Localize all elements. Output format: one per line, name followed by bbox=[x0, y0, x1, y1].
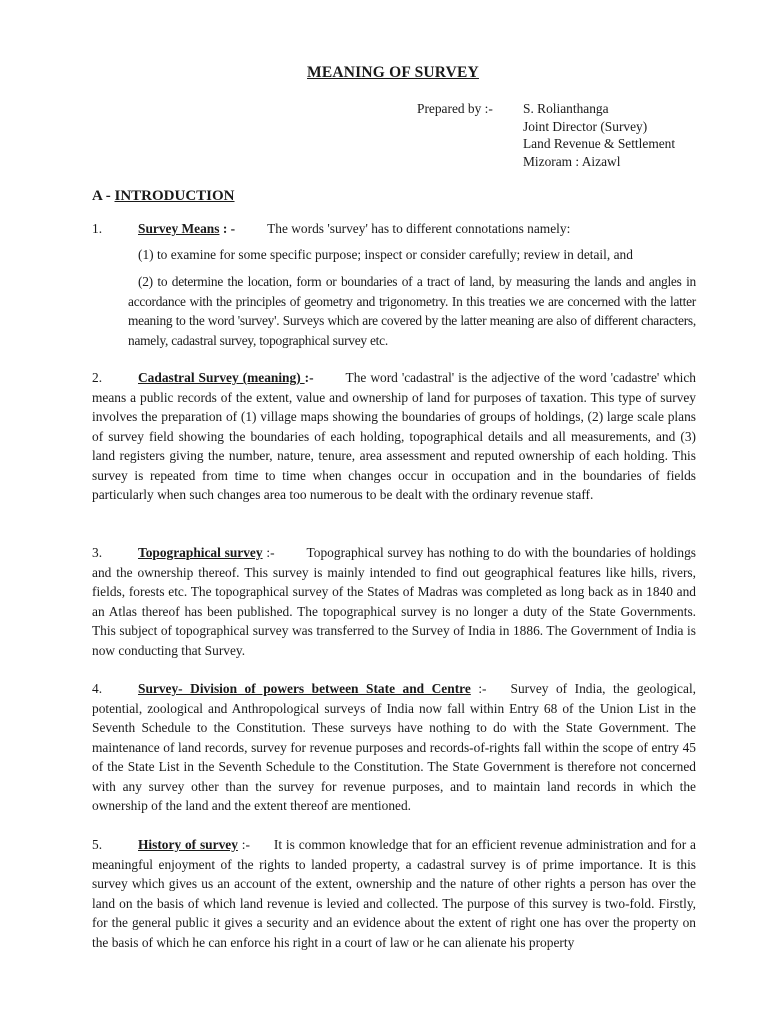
paragraph-number: 1. bbox=[92, 221, 103, 236]
paragraph-number: 3. bbox=[92, 545, 103, 560]
paragraph-text: Topographical survey has nothing to do with the boundaries of holdings and the ownership thereof. This survey is mainly intended to find out geographical features like hills, rivers, fields, forests etc. The topographical survey of the States of Madras was completed as long back as in 1840 and an Atlas thereof has been published. The topographical survey is no longer a duty of the State Governments. This subject of topographical survey was transferred to the Survey of India in 1886. The Government of India is now conducting that Survey. bbox=[92, 545, 696, 658]
paragraph-heading: Survey- Division of powers between State and Centre bbox=[138, 681, 471, 696]
document-title: MEANING OF SURVEY bbox=[307, 64, 479, 81]
paragraph-text: It is common knowledge that for an efficient revenue administration and for a meaningful enjoyment of the rights to landed property, a cadastral survey is of prime importance. It is this survey which gives us an account of the extent, ownership and the nature of other rights a person has over the land on the basis of which land revenue is levied and collected. The purpose of this survey is two-fold. Firstly, for the general public it gives a security and an evidence about the extent of right one has over the property on the basis of which he can enforce his right in a court of law or he can alienate his property bbox=[92, 837, 696, 950]
paragraph-heading-suffix: :- bbox=[262, 545, 275, 560]
paragraph-number: 5. bbox=[92, 837, 103, 852]
prepared-by-label: Prepared by :- bbox=[417, 101, 493, 116]
author-designation: Joint Director (Survey) bbox=[523, 118, 648, 134]
paragraph-5 bbox=[92, 835, 696, 952]
sub-text: (1) to examine for some specific purpose; inspect or consider carefully; review in detail, and bbox=[138, 247, 633, 262]
author-name: S. Rolianthanga bbox=[523, 101, 609, 116]
paragraph-text: The words 'survey' has to different connotations namely: bbox=[267, 221, 571, 236]
paragraph-heading-suffix: : - bbox=[219, 221, 236, 236]
paragraph-1 bbox=[92, 219, 696, 239]
paragraph-3 bbox=[92, 543, 696, 660]
paragraph-heading: Cadastral Survey (meaning) bbox=[138, 370, 305, 385]
paragraph-number: 4. bbox=[92, 681, 103, 696]
paragraph-heading: History of survey bbox=[138, 837, 238, 852]
section-heading-introduction bbox=[92, 188, 235, 205]
author-location: Mizoram : Aizawl bbox=[523, 153, 621, 169]
paragraph-4 bbox=[92, 679, 696, 816]
paragraph-1-sub-2 bbox=[128, 272, 696, 350]
paragraph-text: Survey of India, the geological, potential, zoological and Anthropological surveys of India now fall within Entry 68 of the Union List in the Seventh Schedule to the Constitution. These surveys have nothing to do with the State Government. The maintenance of land records, survey for revenue purposes and records-of-rights fall within the scope of entry 45 of the State List in the Seventh Schedule to the Constitution. The State Government is therefore not concerned with any survey other than the survey for revenue purposes, and to maintain land records in which the ownership of the land and the extent thereof are mentioned. bbox=[92, 681, 697, 813]
section-title: INTRODUCTION bbox=[114, 188, 235, 204]
sub-text: (2) to determine the location, form or boundaries of a tract of land, by measuring the lands and angles in accordance with the principles of geometry and trigonometry. In this treaties we are concerned with the latter meaning to the word 'survey'. Surveys which are covered by the latter meaning are also of different characters, namely, cadastral survey, topographical survey etc. bbox=[128, 274, 696, 348]
paragraph-heading: Survey Means bbox=[138, 221, 220, 236]
paragraph-heading: Topographical survey bbox=[138, 545, 263, 560]
paragraph-text: The word 'cadastral' is the adjective of the word 'cadastre' which means a public records of the extent, value and ownership of land for purposes of taxation. This type of survey involves the preparation of (1) village maps showing the boundaries of groups of holdings, (2) large scale plans of survey field showing the boundaries of each holding, topographical details and all measurements, and (3) land registers giving the number, nature, tenure, area assessment and reputed ownership of each holding. This survey is repeated from time to time when changes occur in occupation and in the boundaries of fields particularly when such changes area too numerous to be dealt with the ordinary revenue staff. bbox=[92, 370, 696, 502]
author-details bbox=[523, 100, 675, 170]
paragraph-2 bbox=[92, 368, 696, 505]
section-prefix: A - bbox=[92, 188, 115, 204]
paragraph-number: 2. bbox=[92, 370, 103, 385]
paragraph-heading-suffix: :- bbox=[470, 681, 487, 696]
paragraph-heading-suffix: :- bbox=[304, 370, 314, 385]
paragraph-1-sub-1 bbox=[128, 245, 696, 265]
author-department: Land Revenue & Settlement bbox=[523, 136, 676, 151]
paragraph-heading-suffix: :- bbox=[237, 837, 250, 852]
